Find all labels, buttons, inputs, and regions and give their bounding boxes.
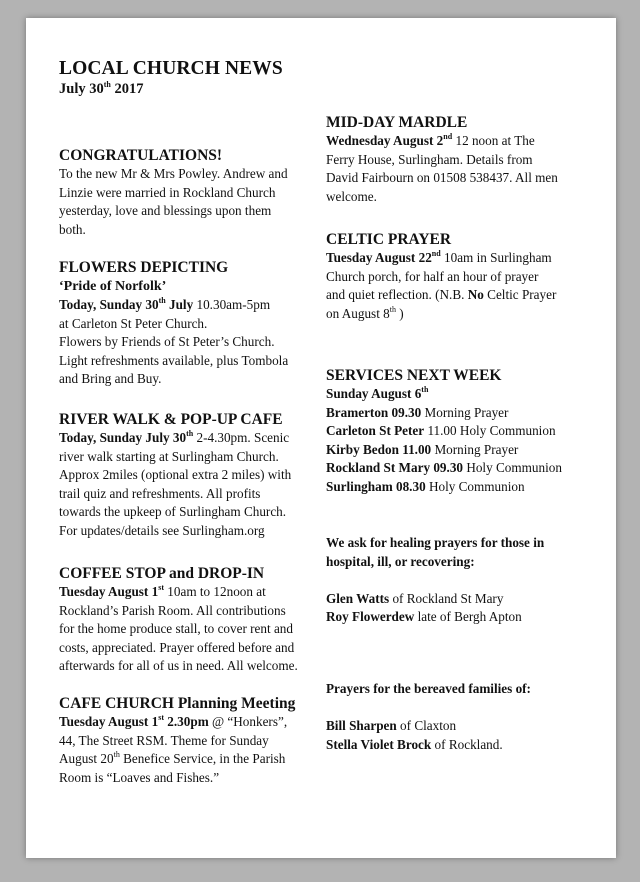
section-heading: CAFE CHURCH Planning Meeting <box>59 695 296 712</box>
section-heading: CELTIC PRAYER <box>326 231 452 248</box>
list-item: Rockland St Mary 09.30 Holy Communion <box>326 460 562 476</box>
section-body <box>326 590 588 627</box>
section-heading: CONGRATULATIONS! <box>59 147 223 164</box>
coffee-stop-section <box>59 564 317 676</box>
masthead <box>59 58 317 98</box>
section-heading: Prayers for the bereaved families of: <box>326 681 531 696</box>
river-walk-section <box>59 410 317 541</box>
list-item: Roy Flowerdew late of Bergh Apton <box>326 609 522 625</box>
flowers-section <box>59 258 317 389</box>
section-heading: COFFEE STOP and DROP-IN <box>59 565 265 582</box>
congratulations-section <box>59 146 317 239</box>
section-body: Tuesday August 1st 2.30pm @ “Honkers”, 44, The Street RSM. Theme for Sunday August 20th Benefice Service, in the Parish Room is “Loaves and Fishes.” <box>59 713 288 785</box>
list-item: Bramerton 09.30 Morning Prayer <box>326 404 509 420</box>
section-heading: MID-DAY MARDLE <box>326 114 468 131</box>
issue-date: July 30th 2017 <box>59 80 144 97</box>
section-body: Today, Sunday July 30th 2-4.30pm. Scenic river walk starting at Surlingham Church. Approx 2miles (optional extra 2 miles) with trail quiz and refreshments. All profits towards the upkeep of Surlingham Church. For updates/details see Surlingham.org <box>59 429 292 538</box>
section-body: Today, Sunday 30th July 10.30am-5pm at Carleton St Peter Church. Flowers by Friends of St Peter’s Church. Light refreshments available, plus Tombola and Bring and Buy. <box>59 296 289 387</box>
list-item: Glen Watts of Rockland St Mary <box>326 590 504 606</box>
section-body: Tuesday August 1st 10am to 12noon at Rockland’s Parish Room. All contributions for the home produce stall, to cover rent and costs, appreciated. Prayer offered before and afterwards for all of us in need. All welcome. <box>59 583 298 674</box>
celtic-prayer-section <box>326 230 588 323</box>
section-body: To the new Mr & Mrs Powley. Andrew and Linzie were married in Rockland Church yesterday, love and blessings upon them both. <box>59 166 288 237</box>
list-item: Stella Violet Brock of Rockland. <box>326 736 503 752</box>
section-body: Tuesday August 22nd 10am in Surlingham Church porch, for half an hour of prayer and quiet reflection. (N.B. No Celtic Prayer on August 8th ) <box>326 249 557 321</box>
section-body <box>326 717 588 754</box>
midday-mardle-section <box>326 113 588 206</box>
section-body: Wednesday August 2nd 12 noon at The Ferry House, Surlingham. Details from David Fairbourn on 01508 538437. All men welcome. <box>326 132 558 204</box>
healing-prayers-section <box>326 534 588 627</box>
bereaved-prayers-section <box>326 680 588 754</box>
services-list <box>326 385 588 497</box>
section-heading: We ask for healing prayers for those in hospital, ill, or recovering: <box>326 535 545 569</box>
list-item: Kirby Bedon 11.00 Morning Prayer <box>326 441 519 457</box>
section-heading: FLOWERS DEPICTING <box>59 259 229 276</box>
list-item: Surlingham 08.30 Holy Communion <box>326 478 525 494</box>
services-date: Sunday August 6th <box>326 385 429 401</box>
section-heading: RIVER WALK & POP-UP CAFE <box>59 411 283 428</box>
newsletter-page <box>26 18 616 858</box>
services-section <box>326 366 588 497</box>
list-item: Bill Sharpen of Claxton <box>326 718 457 734</box>
list-item: Carleton St Peter 11.00 Holy Communion <box>326 423 556 439</box>
section-heading: SERVICES NEXT WEEK <box>326 367 502 384</box>
cafe-church-section <box>59 694 317 787</box>
section-subheading: ‘Pride of Norfolk’ <box>59 279 167 294</box>
page-title: LOCAL CHURCH NEWS <box>59 58 283 79</box>
